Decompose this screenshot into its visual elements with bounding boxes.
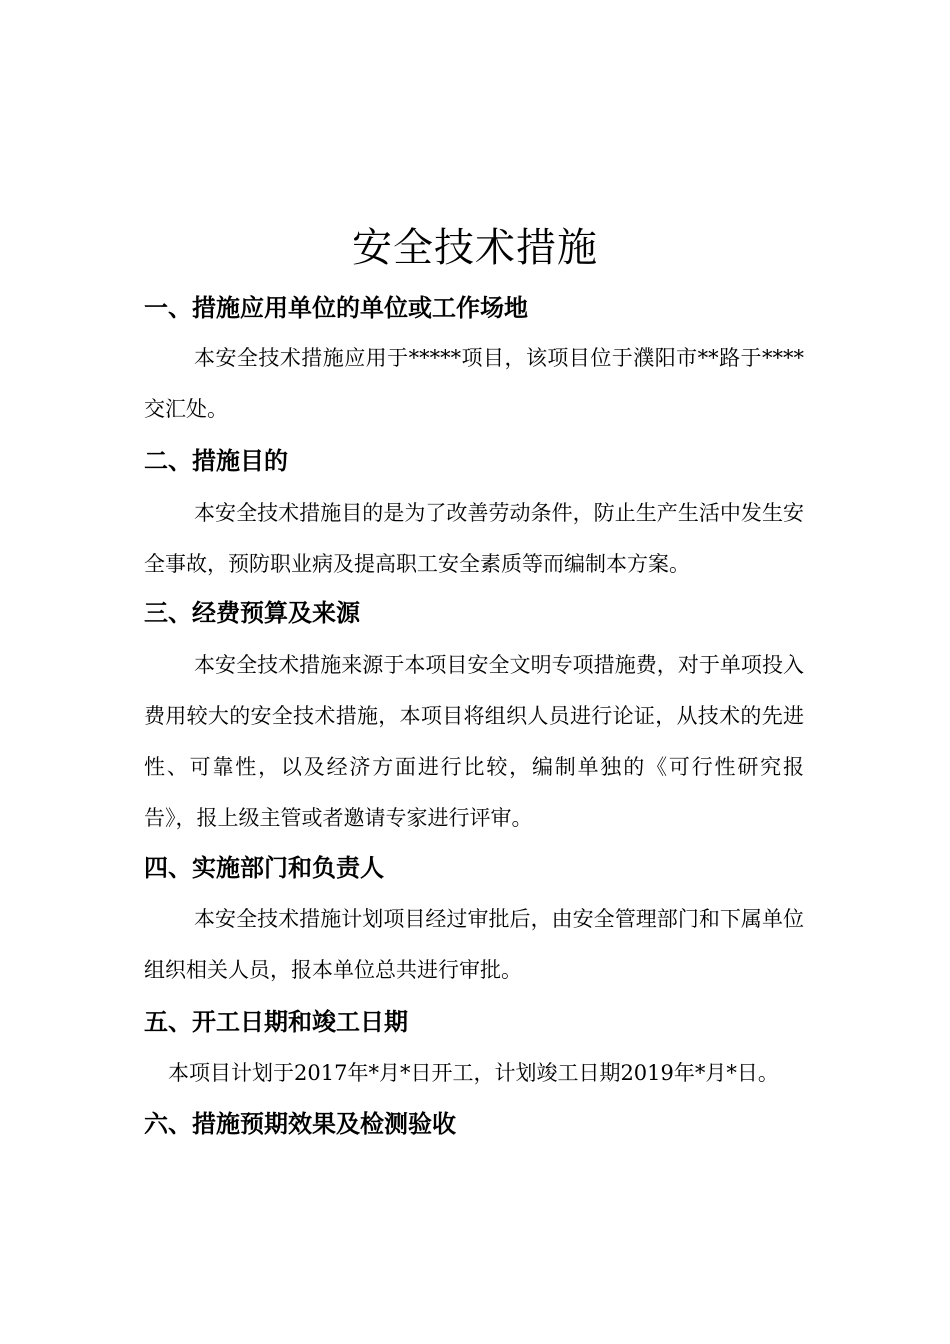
section-heading-6: 六、措施预期效果及检测验收 (144, 1109, 456, 1138)
document-title: 安全技术措施 (352, 225, 598, 271)
section-heading-5: 五、开工日期和竣工日期 (144, 1007, 408, 1036)
section-body-4: 本安全技术措施计划项目经过审批后，由安全管理部门和下属单位组织相关人员，报本单位总共进行审批。 (144, 907, 804, 982)
section-body-2: 本安全技术措施目的是为了改善劳动条件，防止生产生活中发生安全事故，预防职业病及提高职工安全素质等而编制本方案。 (144, 501, 804, 576)
section-body-5: 本项目计划于2017年*月*日开工，计划竣工日期2019年*月*日。 (168, 1061, 779, 1085)
section-body-3: 本安全技术措施来源于本项目安全文明专项措施费，对于单项投入费用较大的安全技术措施，本项目将组织人员进行论证，从技术的先进性、可靠性，以及经济方面进行比较，编制单独的《可行性研究报告》，报上级主管或者邀请专家进行评审。 (144, 653, 804, 830)
section-heading-4: 四、实施部门和负责人 (144, 853, 384, 882)
section-heading-2: 二、措施目的 (144, 446, 288, 475)
section-body-1: 本安全技术措施应用于*****项目，该项目位于濮阳市**路于****交汇处。 (144, 346, 804, 421)
section-heading-3: 三、经费预算及来源 (144, 598, 360, 627)
section-heading-1: 一、措施应用单位的单位或工作场地 (144, 293, 528, 322)
